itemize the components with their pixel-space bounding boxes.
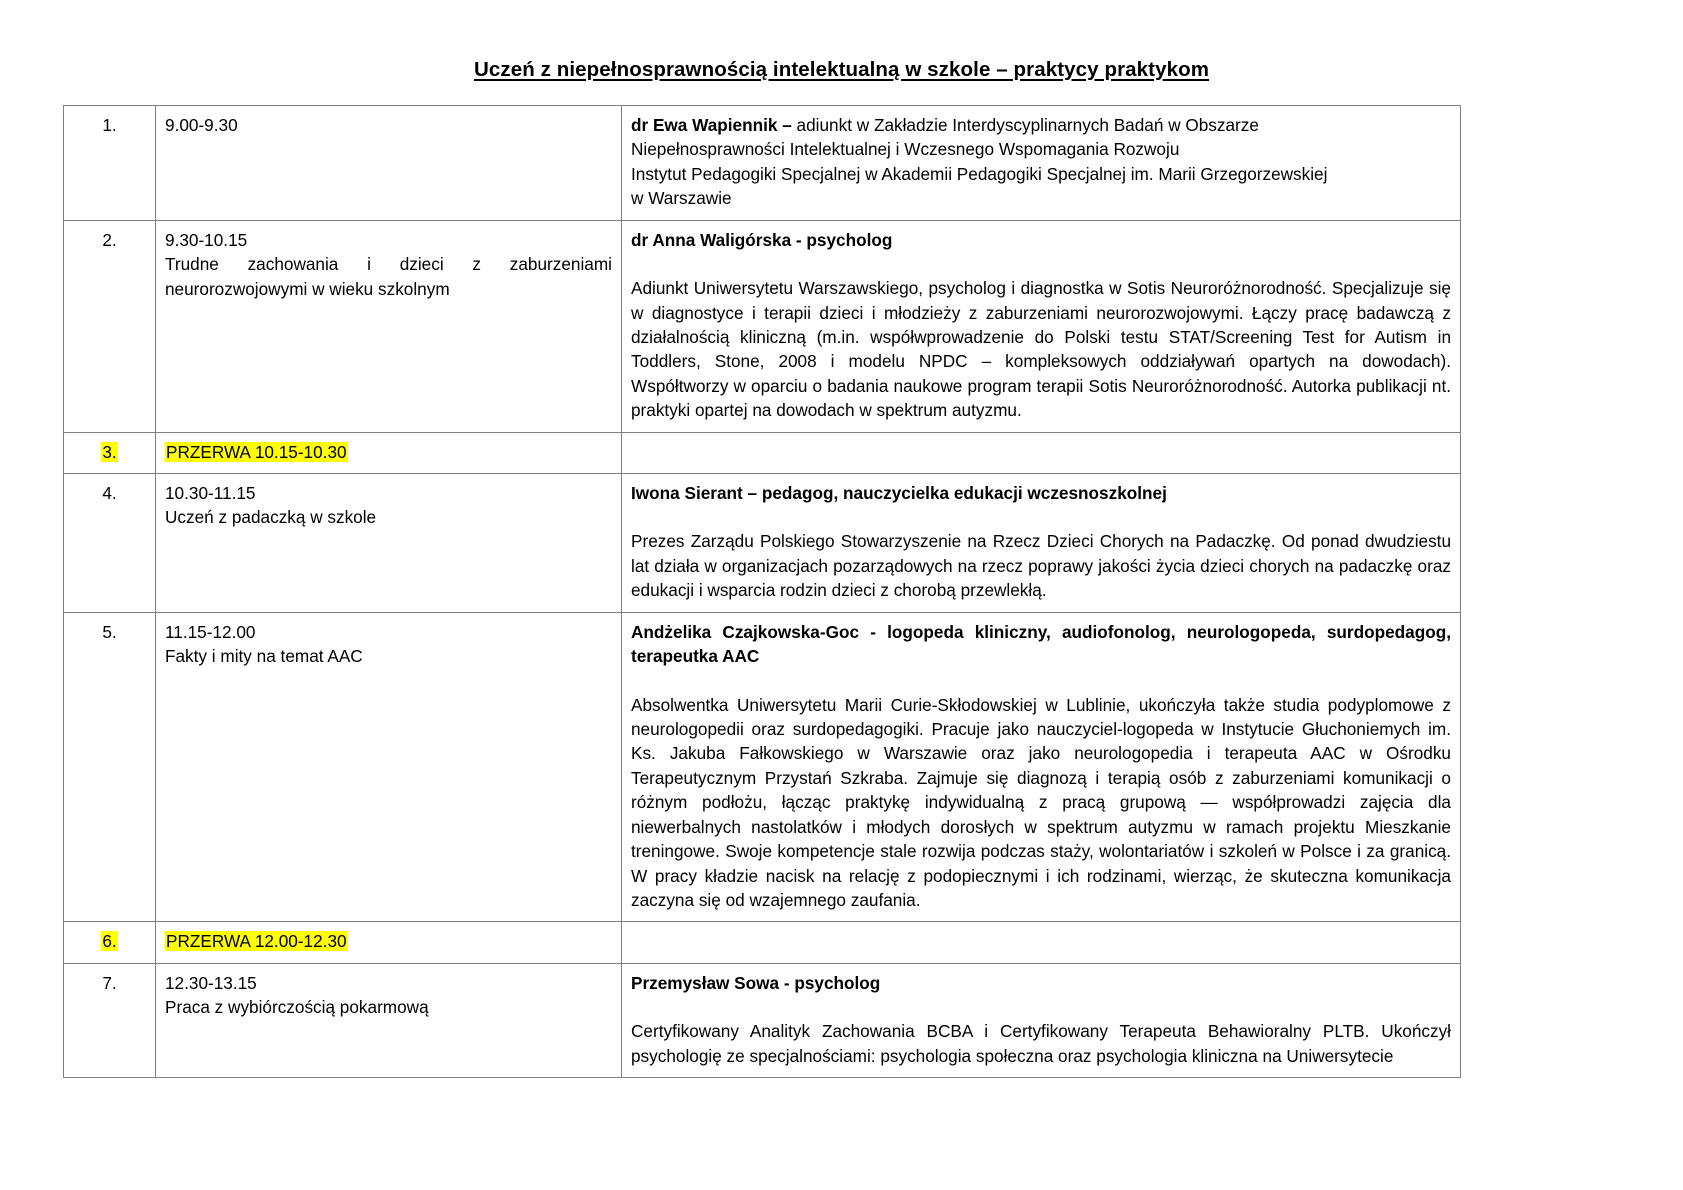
paragraph-spacer — [631, 505, 1451, 529]
description-line: Niepełnosprawności Intelektualnej i Wczesnego Wspomagania Rozwoju — [631, 139, 1180, 160]
row-number: 3. — [102, 441, 117, 462]
row-time: 12.30-13.15 — [165, 972, 257, 993]
row-number-cell — [64, 432, 156, 473]
row-time: 9.00-9.30 — [165, 115, 238, 135]
table-row — [64, 106, 1461, 221]
row-number: 4. — [102, 483, 117, 504]
speaker-bio: Absolwentka Uniwersytetu Marii Curie-Skłodowskiej w Lublinie, ukończyła także studia podyplomowe z neurologopedii oraz surdopedagogiki. Pracuje jako nauczyciel-logopeda w Instytucie Głuchoniemych im. Ks. Jakuba Fałkowskiego w Warszawie oraz jako neurologopedia i terapeuta AAC w Ośrodku Terapeutycznym Przystań Szkraba. Zajmuje się diagnozą i terapią osób z zaburzeniami komunikacji o różnym podłożu, łącząc praktykę indywidualną z pracą grupową — współprowadzi zajęcia dla niewerbalnych nastolatków i młodych dorosłych w spektrum autyzmu w ramach projektu Mieszkanie treningowe. Swoje kompetencje stale rozwija podczas staży, wolontariatów i szkoleń w Polsce i za granicą. W pracy kładzie nacisk na relację z podopiecznymi i ich rodzinami, wierząc, że skuteczna komunikacja zaczyna się od wzajemnego zaufania. — [631, 694, 1451, 910]
row-description-cell — [622, 474, 1461, 613]
speaker-role: adiunkt w Zakładzie Interdyscyplinarnych Badań w Obszarze — [791, 115, 1259, 135]
row-topic: Praca z wybiórczością pokarmową — [165, 997, 429, 1018]
speaker-bio: Adiunkt Uniwersytetu Warszawskiego, psycholog i diagnostka w Sotis Neuroróżnorodność. Specjalizuje się w diagnostyce i terapii dzieci i młodzieży z zaburzeniami neurorozwojowymi. Łączy pracę badawczą z działalnością kliniczną (m.in. współwprowadzenie do Polski testu STAT/Screening Test for Autism in Toddlers, Stone, 2008 i modelu NPDC – kompleksowych oddziaływań opartych na dowodach). Współtworzy w oparciu o badania naukowe program terapii Sotis Neuroróżnorodność. Autorka publikacji nt. praktyki opartej na dowodach w spektrum autyzmu. — [631, 278, 1451, 421]
row-description-cell — [622, 963, 1461, 1077]
description-line: w Warszawie — [631, 188, 732, 209]
paragraph-spacer — [631, 252, 1451, 276]
row-description-cell — [622, 220, 1461, 432]
row-number: 1. — [102, 115, 117, 135]
speaker-name: Andżelika Czajkowska-Goc - logopeda kliniczny, audiofonolog, neurologopeda, surdopedagog, terapeutka AAC — [631, 621, 1451, 667]
row-topic: Uczeń z padaczką w szkole — [165, 507, 377, 528]
table-row — [64, 612, 1461, 922]
row-description-cell — [622, 432, 1461, 473]
row-time-cell — [156, 220, 622, 432]
row-number-cell — [64, 474, 156, 613]
table-row-break — [64, 922, 1461, 963]
row-time-cell — [156, 474, 622, 613]
break-label: PRZERWA 10.15-10.30 — [166, 441, 347, 462]
row-number-cell — [64, 106, 156, 221]
row-time: 11.15-12.00 — [165, 621, 256, 642]
speaker-bio: Certyfikowany Analityk Zachowania BCBA i Certyfikowany Terapeuta Behawioralny PLTB. Ukończył psychologię ze specjalnościami: psychologia społeczna oraz psychologia kliniczna na Uniwersytecie — [631, 1021, 1451, 1066]
page-title — [0, 0, 1683, 82]
row-number: 6. — [102, 931, 117, 952]
row-description-cell — [622, 612, 1461, 922]
table-row-break — [64, 432, 1461, 473]
row-time-cell — [156, 106, 622, 221]
paragraph-spacer — [631, 669, 1451, 693]
row-number-cell — [64, 612, 156, 922]
row-time: 10.30-11.15 — [165, 483, 256, 504]
table-row — [64, 474, 1461, 613]
speaker-line — [631, 113, 1451, 137]
row-time-cell — [156, 922, 622, 963]
row-number: 2. — [102, 229, 117, 250]
row-topic: Fakty i mity na temat AAC — [165, 646, 363, 667]
row-number: 7. — [102, 972, 117, 993]
row-description-cell — [622, 106, 1461, 221]
row-description-cell — [622, 922, 1461, 963]
row-time-cell — [156, 963, 622, 1077]
speaker-name: dr Anna Waligórska - psycholog — [631, 229, 893, 250]
page-title-text: Uczeń z niepełnosprawnością intelektualną w szkole – praktycy praktykom — [473, 58, 1210, 81]
row-topic: Trudne zachowania i dzieci z zaburzeniami neurorozwojowymi w wieku szkolnym — [165, 254, 612, 299]
row-time: 9.30-10.15 — [165, 229, 248, 250]
row-time-cell — [156, 432, 622, 473]
row-number-cell — [64, 220, 156, 432]
description-line: Instytut Pedagogiki Specjalnej w Akademii Pedagogiki Specjalnej im. Marii Grzegorzewskiej — [631, 163, 1328, 184]
row-number-cell — [64, 963, 156, 1077]
speaker-bio: Prezes Zarządu Polskiego Stowarzyszenie na Rzecz Dzieci Chorych na Padaczkę. Od ponad dwudziestu lat działa w organizacjach pozarządowych na rzecz poprawy jakości życia dzieci chorych na padaczkę oraz edukacji i wsparcia rodzin dzieci z chorobą przewlekłą. — [631, 531, 1451, 601]
speaker-name: Iwona Sierant – pedagog, nauczycielka edukacji wczesnoszkolnej — [631, 483, 1167, 504]
table-row — [64, 963, 1461, 1077]
break-label: PRZERWA 12.00-12.30 — [166, 931, 347, 952]
speaker-name: dr Ewa Wapiennik – — [631, 115, 792, 135]
speaker-name: Przemysław Sowa - psycholog — [631, 972, 881, 993]
row-number: 5. — [102, 621, 117, 642]
agenda-table-body — [64, 106, 1461, 1078]
row-time-cell — [156, 612, 622, 922]
agenda-table — [63, 105, 1461, 1078]
row-number-cell — [64, 922, 156, 963]
table-row — [64, 220, 1461, 432]
paragraph-spacer — [631, 995, 1451, 1019]
